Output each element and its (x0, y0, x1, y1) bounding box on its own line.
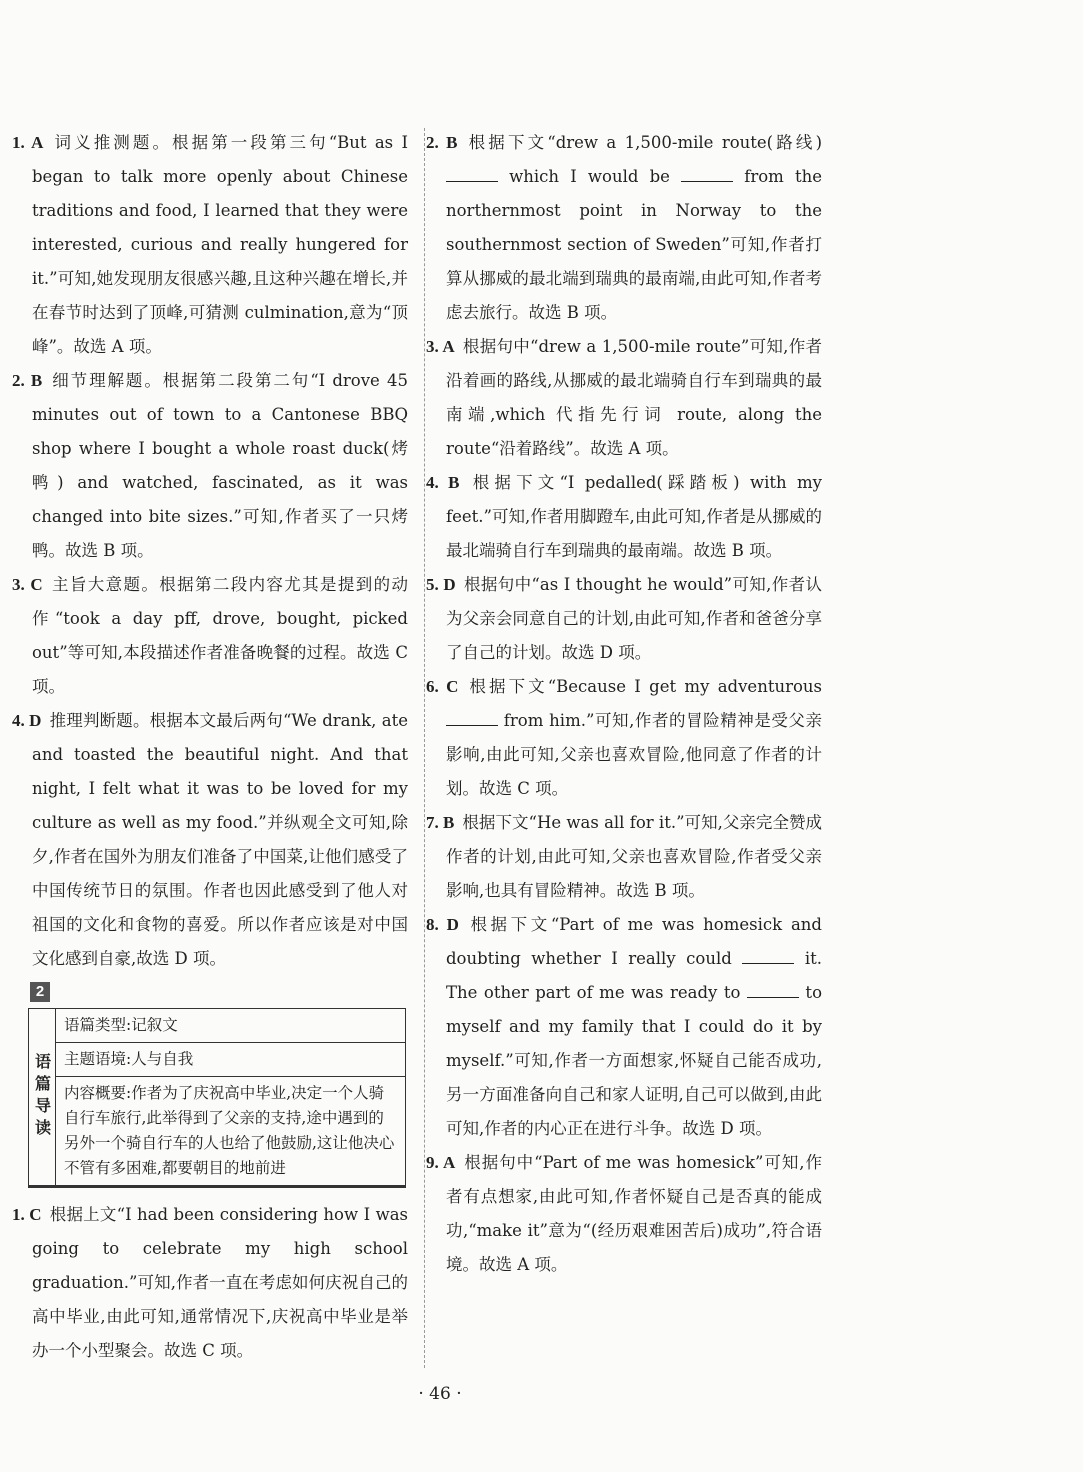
answer-item (426, 568, 822, 670)
answer-text: from the northernmost point in Norway to the southernmost section of Sweden”可知,作者打算从挪威的最北端到瑞典的最南端,由此可知,作者考虑去旅行。故选 B 项。 (446, 167, 822, 322)
answer-text: 根据句中“Part of me was homesick”可知,作者有点想家,由此可知,作者怀疑自己是否真的能成功,“make it”意为“(经历艰难困苦后)成功”,符合语境。故选 A 项。 (446, 1153, 822, 1274)
answer-text: 根据句中“as I thought he would”可知,作者认为父亲会同意自己的计划,由此可知,作者和爸爸分享了自己的计划。故选 D 项。 (446, 575, 822, 662)
answer-number: 1. A (12, 133, 44, 152)
answer-text: 根据下文“I pedalled(踩踏板) with my feet.”可知,作者用脚蹬车,由此可知,作者是从挪威的最北端骑自行车到瑞典的最南端。故选 B 项。 (446, 473, 823, 560)
answer-text: 词义推测题。根据第一段第三句“But as I began to talk more openly about Chinese traditions and food, I learned that they were interested, curious and really hungered for it.”可知,她发现朋友很感兴趣,且这种兴趣在增长,并在春节时达到了顶峰,可猜测 culmination,意为“顶峰”。故选 A 项。 (32, 133, 408, 356)
page-number: · 46 · (418, 1384, 462, 1404)
answer-number: 1. C (12, 1205, 42, 1224)
answer-number: 9. A (426, 1153, 456, 1172)
blank-line (446, 711, 498, 726)
answer-number: 3. C (12, 575, 43, 594)
right-column (426, 126, 822, 1282)
blank-line (747, 983, 799, 998)
answer-item (426, 670, 822, 806)
answer-number: 5. D (426, 575, 456, 594)
answer-number: 8. D (426, 915, 459, 934)
column-divider (424, 128, 425, 1368)
answer-text: 根据下文“drew a 1,500-mile route(路线) (465, 133, 823, 152)
passage-summary: 内容概要:作者为了庆祝高中毕业,决定一个人骑自行车旅行,此举得到了父亲的支持,途中遇到的另外一个骑自行车的人也给了他鼓励,这让他决心不管有多困难,都要朝目的地前进 (64, 1084, 395, 1177)
blank-line (742, 949, 794, 964)
answer-text: 根据上文“I had been considering how I was going to celebrate my high school graduation.”可知,作者一直在考虑如何庆祝自己的高中毕业,由此可知,通常情况下,庆祝高中毕业是举办一个小型聚会。故选 C 项。 (32, 1205, 409, 1360)
answer-text: which I would be (498, 167, 682, 186)
blank-line (446, 167, 498, 182)
answer-item (12, 1198, 408, 1368)
answer-item (426, 806, 822, 908)
answer-text: 根据下文“Because I get my adventurous (466, 677, 822, 696)
answer-text: to myself and my family that I could do it by myself.”可知,作者一方面想家,怀疑自己能否成功,另一方面准备向自己和家人证明,自己可以做到,由此可知,作者的内心正在进行斗争。故选 D 项。 (446, 983, 822, 1138)
answer-text: 细节理解题。根据第二段第二句“I drove 45 minutes out of town to a Cantonese BBQ shop where I bought a whole roast duck(烤鸭) and watched, fascinated, as it was changed into bite sizes.”可知,作者买了一只烤鸭。故选 B 项。 (32, 371, 408, 560)
answer-item (426, 466, 822, 568)
answer-number: 2. B (12, 371, 43, 390)
answer-text: 根据句中“drew a 1,500-mile route”可知,作者沿着画的路线,从挪威的最北端骑自行车到瑞典的最南端,which 代指先行词 route, along the route“沿着路线”。故选 A 项。 (446, 337, 822, 458)
answer-number: 4. D (12, 711, 42, 730)
answer-text: 推理判断题。根据本文最后两句“We drank, ate and toasted the beautiful night. And that night, I felt what it was to be loved for my culture as well as my food.”并纵观全文可知,除夕,作者在国外为朋友们准备了中国菜,让他们感受了中国传统节日的氛围。作者也因此感受到了他人对祖国的文化和食物的喜爱。所以作者应该是对中国文化感到自豪,故选 D 项。 (32, 711, 408, 968)
answer-text: 根据下文“Part of me was homesick and doubting whether I really could (446, 915, 822, 968)
passage-theme: 主题语境:人与自我 (56, 1043, 405, 1077)
answer-number: 4. B (426, 473, 460, 492)
answer-text: from him.”可知,作者的冒险精神是受父亲影响,由此可知,父亲也喜欢冒险,他同意了作者的计划。故选 C 项。 (446, 711, 822, 798)
section-badge: 2 (30, 982, 50, 1002)
answer-text: 主旨大意题。根据第二段内容尤其是提到的动作“took a day pff, drove, bought, picked out”等可知,本段描述作者准备晚餐的过程。故选 C 项。 (32, 575, 409, 696)
answer-item (12, 126, 408, 364)
answer-item (426, 908, 822, 1146)
answer-item (12, 568, 408, 704)
passage-guide-label: 语篇导读 (29, 1009, 56, 1185)
answer-item (426, 1146, 822, 1282)
answer-item (426, 330, 822, 466)
passage-guide-box (28, 1008, 406, 1188)
answer-number: 2. B (426, 133, 458, 152)
answer-item (12, 704, 408, 976)
passage-type: 语篇类型:记叙文 (56, 1009, 405, 1043)
blank-line (681, 167, 733, 182)
left-column (12, 126, 408, 1368)
answer-item (12, 364, 408, 568)
answer-number: 6. C (426, 677, 459, 696)
answer-number: 3. A (426, 337, 455, 356)
answer-text: it. The other part of me was ready to (446, 949, 822, 1002)
answer-text: 根据下文“He was all for it.”可知,父亲完全赞成作者的计划,由此可知,父亲也喜欢冒险,作者受父亲影响,也具有冒险精神。故选 B 项。 (446, 813, 822, 900)
answer-number: 7. B (426, 813, 455, 832)
answer-item (426, 126, 822, 330)
